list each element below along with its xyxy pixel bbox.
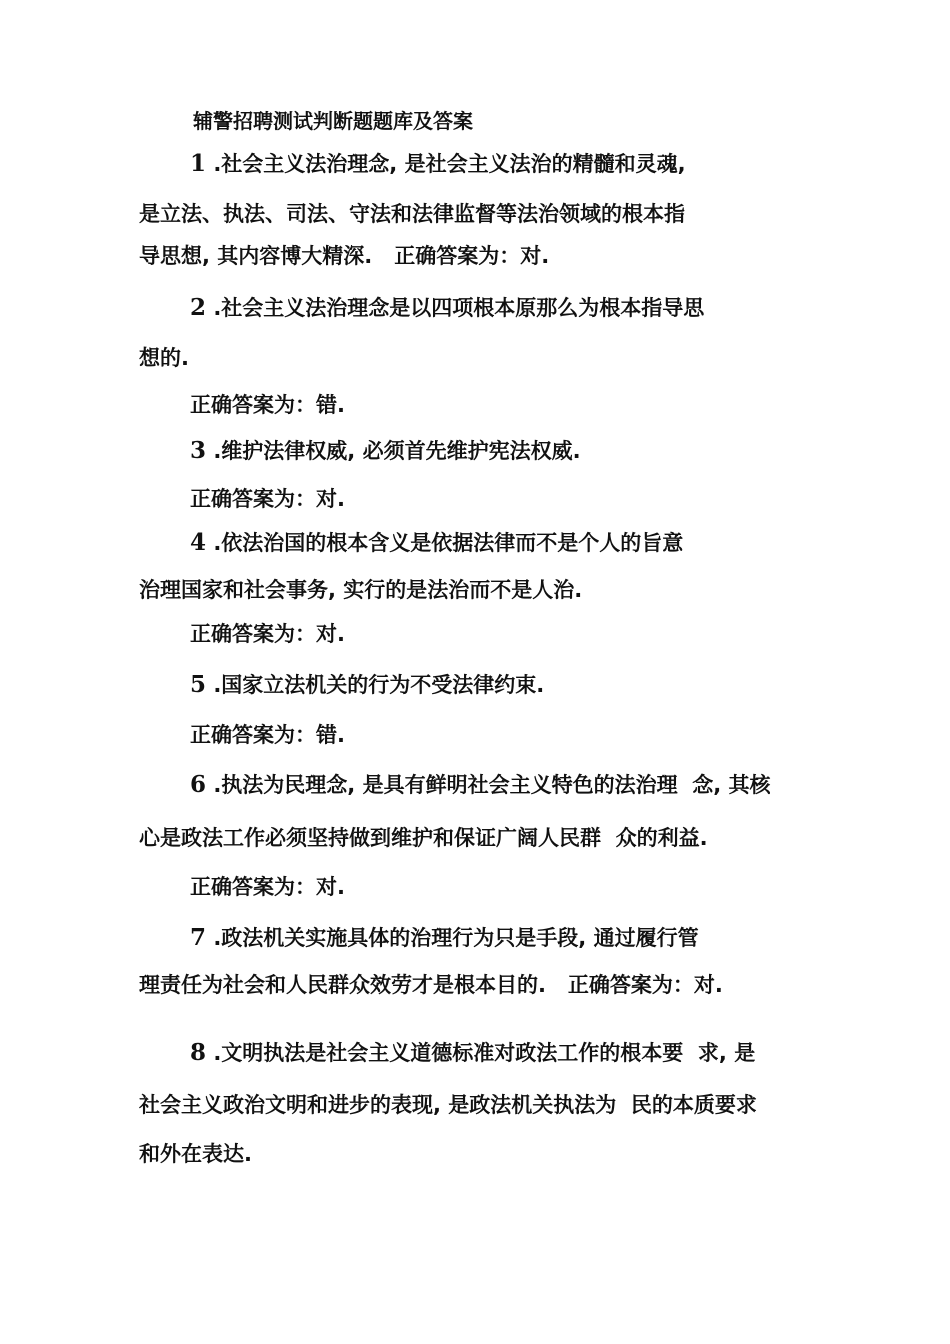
line-text: 和外在表达. xyxy=(139,1142,252,1166)
text-line xyxy=(190,771,771,799)
line-text: .执法为民理念, 是具有鲜明社会主义特色的法治理 念, 其核 xyxy=(206,773,771,797)
item-number: 4 xyxy=(190,529,207,556)
text-line xyxy=(190,1039,755,1067)
line-text: 社会主义政治文明和进步的表现, 是政法机关执法为 民的本质要求 xyxy=(139,1093,757,1117)
item-number: 3 xyxy=(190,437,207,464)
text-line xyxy=(190,150,686,178)
line-text: 心是政法工作必须坚持做到维护和保证广阔人民群 众的利益. xyxy=(139,826,708,850)
text-line xyxy=(139,200,685,228)
item-number: 5 xyxy=(190,671,207,698)
text-line xyxy=(139,824,708,852)
line-text: .依法治国的根本含义是依据法律而不是个人的旨意 xyxy=(206,531,684,555)
line-text: 想的. xyxy=(139,346,189,370)
item-number: 7 xyxy=(190,924,207,951)
line-text: 是立法、执法、司法、守法和法律监督等法治领域的根本指 xyxy=(139,202,685,226)
line-text: 正确答案为：错. xyxy=(190,723,345,747)
text-line xyxy=(190,437,581,465)
answer-line xyxy=(190,485,345,513)
text-line xyxy=(139,576,582,604)
answer-line xyxy=(190,721,345,749)
line-text: 正确答案为：错. xyxy=(190,393,345,417)
item-number: 2 xyxy=(190,294,207,321)
line-text: .政法机关实施具体的治理行为只是手段, 通过履行管 xyxy=(206,926,699,950)
line-text: .社会主义法治理念, 是社会主义法治的精髓和灵魂, xyxy=(206,152,686,176)
text-line xyxy=(139,1091,757,1119)
document-title: 辅警招聘测试判断题题库及答案 xyxy=(193,109,473,133)
line-text: 导思想, 其内容博大精深. 正确答案为：对. xyxy=(139,244,550,268)
line-text: .国家立法机关的行为不受法律约束. xyxy=(206,673,545,697)
text-line xyxy=(139,971,723,999)
text-line xyxy=(190,924,699,952)
line-text: .文明执法是社会主义道德标准对政法工作的根本要 求, 是 xyxy=(206,1041,756,1065)
text-line xyxy=(139,242,549,270)
item-number: 6 xyxy=(190,771,207,798)
line-text: 正确答案为：对. xyxy=(190,487,345,511)
text-line xyxy=(139,344,189,372)
answer-line xyxy=(190,391,345,419)
line-text: .社会主义法治理念是以四项根本原那么为根本指导思 xyxy=(206,296,705,320)
answer-line xyxy=(190,620,345,648)
item-number: 8 xyxy=(190,1039,207,1066)
text-line xyxy=(190,294,704,322)
text-line xyxy=(139,1140,252,1168)
text-line xyxy=(190,671,544,699)
line-text: 治理国家和社会事务, 实行的是法治而不是人治. xyxy=(139,578,583,602)
line-text: 正确答案为：对. xyxy=(190,875,345,899)
answer-line xyxy=(190,873,345,901)
line-text: .维护法律权威, 必须首先维护宪法权威. xyxy=(206,439,581,463)
line-text: 正确答案为：对. xyxy=(190,622,345,646)
item-number: 1 xyxy=(190,150,207,177)
text-line xyxy=(190,529,683,557)
line-text: 理责任为社会和人民群众效劳才是根本目的. 正确答案为：对. xyxy=(139,973,723,997)
